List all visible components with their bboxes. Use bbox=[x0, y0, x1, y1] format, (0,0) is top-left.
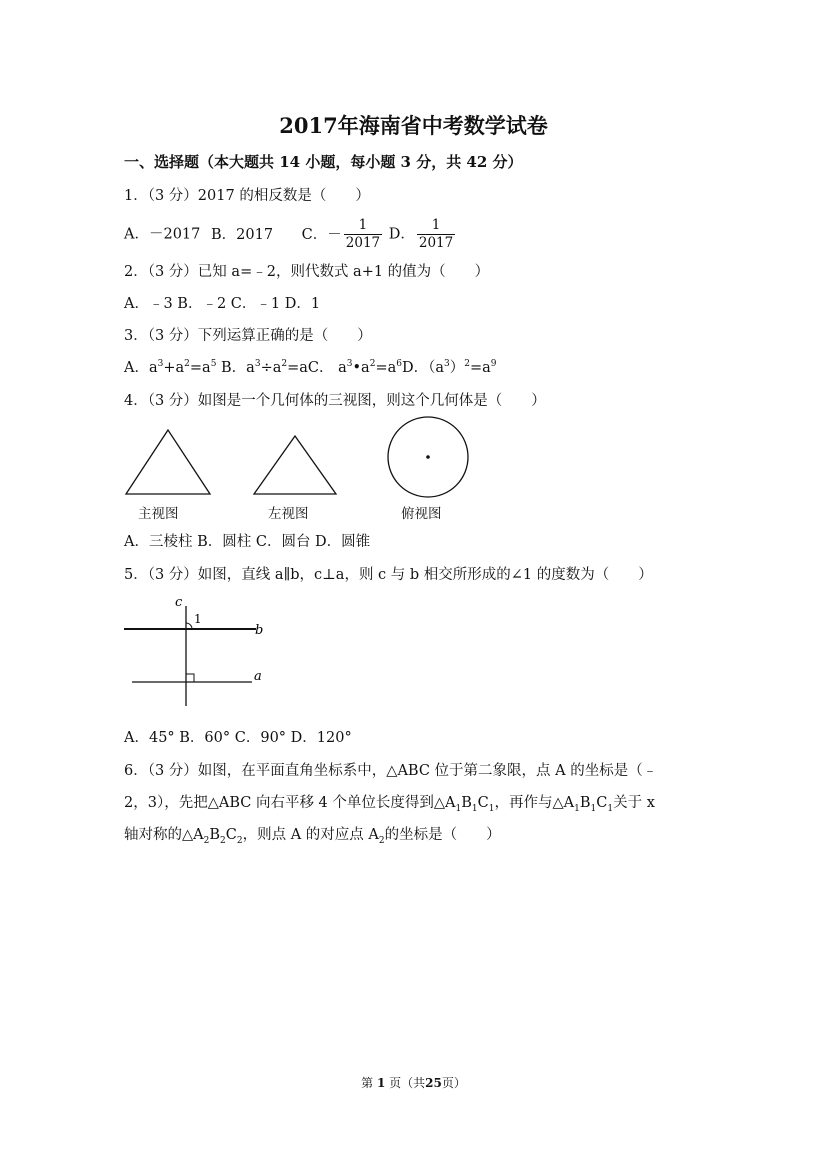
text-run: B bbox=[579, 795, 591, 811]
front-view-triangle bbox=[124, 428, 214, 498]
subscript: 1 bbox=[607, 803, 614, 814]
exponent: 3 bbox=[254, 359, 261, 370]
fraction-denominator: 2017 bbox=[345, 235, 381, 251]
a-letter: a bbox=[338, 360, 347, 376]
question-2-options: A．﹣3 B．﹣2 C．﹣1 D．1 bbox=[124, 296, 321, 312]
text-run: 轴对称的△A bbox=[124, 827, 204, 843]
text-run: B bbox=[461, 795, 472, 811]
exponent: 2 bbox=[369, 359, 376, 370]
operator-text: ） bbox=[449, 360, 465, 376]
fraction-denominator: 2017 bbox=[418, 235, 454, 251]
question-4-options: A．三棱柱 B．圆柱 C．圆台 D．圆锥 bbox=[124, 534, 371, 550]
question-1-stem: 1．（3 分）2017 的相反数是（ ） bbox=[124, 188, 370, 204]
q1-option-d-fraction bbox=[417, 218, 455, 251]
page-number: 1 bbox=[376, 1076, 386, 1090]
question-3-options-row bbox=[124, 356, 497, 377]
subscript: 1 bbox=[488, 803, 495, 814]
exponent: 2 bbox=[281, 359, 288, 370]
operator-text: =a bbox=[375, 360, 397, 376]
text-run: 的坐标是（ ） bbox=[384, 827, 501, 843]
text-run: B bbox=[209, 827, 221, 843]
question-4-stem: 4．（3 分）如图是一个几何体的三视图，则这个几何体是（ ） bbox=[124, 393, 546, 409]
q3-option-b: B．a bbox=[221, 360, 255, 376]
left-view-label: 左视图 bbox=[268, 506, 309, 522]
operator-text: =a bbox=[469, 360, 491, 376]
text-run: ，则点 A 的对应点 A bbox=[242, 827, 379, 843]
exponent: 3 bbox=[444, 359, 450, 370]
footer-text: 页） bbox=[441, 1076, 466, 1090]
text-run: C bbox=[225, 827, 237, 843]
q1-option-d: D． bbox=[388, 226, 415, 243]
q1-option-c-fraction bbox=[344, 218, 382, 251]
question-6-line-2 bbox=[124, 791, 655, 814]
subscript: 1 bbox=[574, 803, 580, 814]
question-2-stem: 2．（3 分）已知 a=﹣2，则代数式 a+1 的值为（ ） bbox=[124, 264, 490, 280]
label-b: b bbox=[255, 623, 264, 638]
subscript: 1 bbox=[455, 803, 462, 814]
question-6-line-1: 6．（3 分）如图，在平面直角坐标系中，△ABC 位于第二象限，点 A 的坐标是（﹣ bbox=[124, 763, 658, 779]
exponent: 5 bbox=[210, 359, 217, 370]
q1-option-b: B．2017 bbox=[210, 226, 274, 243]
angle-label-1: 1 bbox=[194, 612, 202, 626]
question-3-stem: 3．（3 分）下列运算正确的是（ ） bbox=[124, 328, 372, 344]
subscript: 2 bbox=[236, 835, 243, 846]
q1-option-c: C．－ bbox=[301, 226, 342, 243]
label-a: a bbox=[254, 669, 262, 684]
text-run: C bbox=[596, 795, 608, 811]
question-5-stem: 5．（3 分）如图，直线 a∥b，c⊥a，则 c 与 b 相交所形成的∠1 的度数为（ ） bbox=[124, 567, 653, 583]
page-footer bbox=[0, 1074, 827, 1091]
page-title: 2017年海南省中考数学试卷 bbox=[279, 113, 548, 138]
q3-option-a: A．a bbox=[124, 360, 158, 376]
q3-option-d: D．（a bbox=[401, 360, 444, 376]
subscript: 2 bbox=[378, 835, 385, 846]
front-view-label: 主视图 bbox=[138, 506, 179, 522]
operator-text: •a bbox=[352, 360, 370, 376]
operator-text: +a bbox=[163, 360, 185, 376]
question-6-line-3 bbox=[124, 823, 501, 846]
top-view-label: 俯视图 bbox=[401, 506, 442, 522]
question-5-options: A．45° B．60° C．90° D．120° bbox=[124, 730, 352, 746]
footer-text: 第 bbox=[361, 1076, 374, 1090]
q3-option-c: =aC． bbox=[287, 360, 334, 376]
label-c: c bbox=[175, 595, 183, 610]
parallel-lines-figure bbox=[124, 594, 274, 710]
total-pages: 25 bbox=[425, 1076, 442, 1090]
question-1-options bbox=[124, 218, 457, 251]
fraction-numerator: 1 bbox=[417, 218, 455, 235]
operator-text: =a bbox=[189, 360, 211, 376]
exponent: 3 bbox=[346, 359, 353, 370]
text-run: 2，3），先把△ABC 向右平移 4 个单位长度得到△A bbox=[124, 795, 456, 811]
operator-text: ÷a bbox=[260, 360, 282, 376]
exponent: 9 bbox=[490, 359, 497, 370]
exponent: 2 bbox=[464, 359, 470, 370]
subscript: 2 bbox=[203, 835, 210, 846]
text-run: C bbox=[477, 795, 489, 811]
exponent: 6 bbox=[396, 359, 402, 370]
exponent: 2 bbox=[184, 359, 190, 370]
subscript: 2 bbox=[220, 835, 226, 846]
subscript: 1 bbox=[590, 803, 597, 814]
footer-text: 页（共 bbox=[389, 1076, 426, 1090]
section-heading: 一、选择题（本大题共 14 小题，每小题 3 分，共 42 分） bbox=[124, 153, 523, 171]
exponent: 3 bbox=[157, 359, 164, 370]
text-run: ，再作与△A bbox=[494, 795, 575, 811]
subscript: 1 bbox=[471, 803, 478, 814]
q1-option-a: A．－2017 bbox=[124, 226, 201, 243]
left-view-triangle bbox=[252, 434, 340, 498]
fraction-numerator: 1 bbox=[344, 218, 382, 235]
top-view-circle bbox=[386, 416, 470, 500]
text-run: 关于 x bbox=[613, 795, 655, 811]
